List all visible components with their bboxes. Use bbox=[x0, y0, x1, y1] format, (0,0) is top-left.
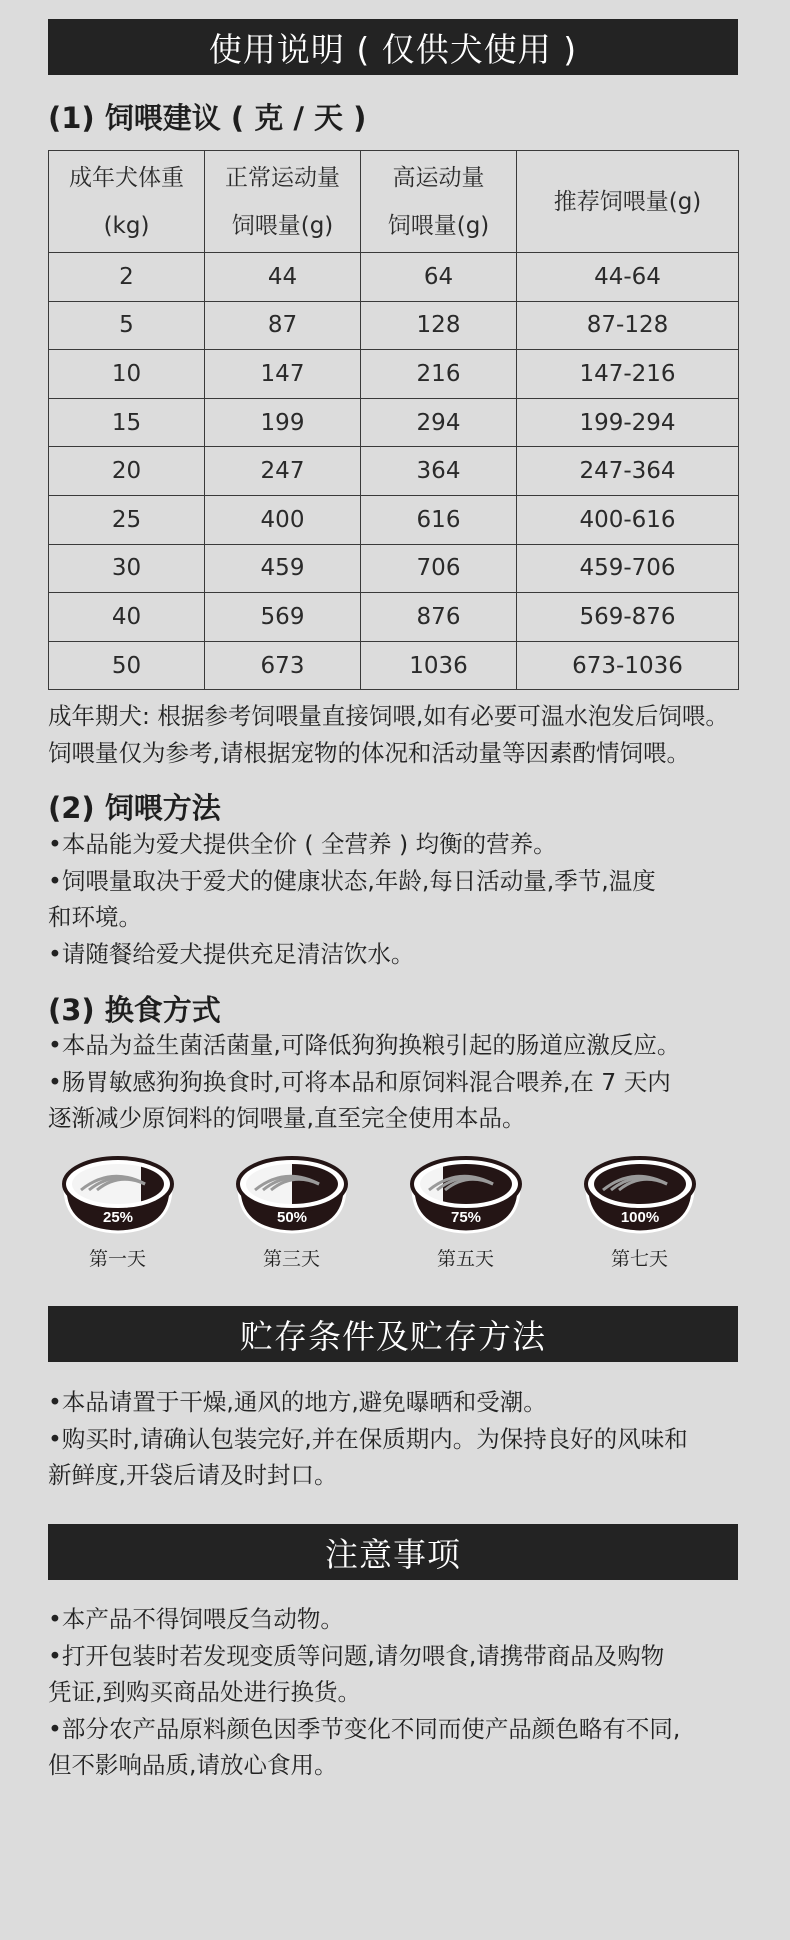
table-cell: 199-294 bbox=[517, 398, 739, 447]
table-cell: 44 bbox=[205, 253, 361, 302]
notice-banner-title: 注意事项 bbox=[325, 1534, 461, 1574]
usage-banner-title: 使用说明 ( 仅供犬使用 ) bbox=[208, 29, 578, 69]
table-note-line: 成年期犬: 根据参考饲喂量直接饲喂,如有必要可温水泡发后饲喂。 bbox=[48, 702, 729, 730]
storage-banner bbox=[48, 1306, 738, 1362]
table-row bbox=[49, 447, 739, 496]
table-cell: 199 bbox=[205, 398, 361, 447]
table-row bbox=[49, 641, 739, 690]
table-cell: 400 bbox=[205, 495, 361, 544]
table-header-row bbox=[49, 151, 739, 253]
notice-list bbox=[48, 1601, 753, 1784]
list-item: 但不影响品质,请放心食用。 bbox=[48, 1751, 338, 1779]
header-high-line1: 高运动量 bbox=[392, 164, 485, 191]
table-row bbox=[49, 350, 739, 399]
table-row bbox=[49, 495, 739, 544]
table-cell: 247 bbox=[205, 447, 361, 496]
table-row bbox=[49, 253, 739, 302]
usage-banner bbox=[48, 19, 738, 75]
list-item: •饲喂量取决于爱犬的健康状态,年龄,每日活动量,季节,温度 bbox=[48, 866, 656, 895]
feeding-table bbox=[48, 150, 739, 690]
table-cell: 459-706 bbox=[517, 544, 739, 593]
table-cell: 876 bbox=[361, 593, 517, 642]
table-cell: 294 bbox=[361, 398, 517, 447]
switch-heading: (3) 换食方式 bbox=[48, 993, 221, 1027]
header-recommended-line1: 推荐饲喂量(g) bbox=[553, 188, 702, 215]
table-cell: 1036 bbox=[361, 641, 517, 690]
table-cell: 569 bbox=[205, 593, 361, 642]
table-cell: 50 bbox=[49, 641, 205, 690]
table-cell: 44-64 bbox=[517, 253, 739, 302]
table-cell: 247-364 bbox=[517, 447, 739, 496]
bowl-percent-label: 100% bbox=[620, 1209, 659, 1226]
feeding-heading: (1) 饲喂建议 ( 克 / 天 ) bbox=[48, 101, 367, 135]
header-high-line2: 饲喂量(g) bbox=[387, 212, 490, 239]
food-bowl-icon bbox=[407, 1150, 525, 1236]
table-row bbox=[49, 593, 739, 642]
header-normal-line1: 正常运动量 bbox=[225, 164, 340, 191]
bowl-percent-label: 50% bbox=[276, 1209, 307, 1226]
header-weight-line2: (kg) bbox=[103, 212, 150, 239]
table-cell: 30 bbox=[49, 544, 205, 593]
table-note-line: 饲喂量仅为参考,请根据宠物的体况和活动量等因素酌情饲喂。 bbox=[48, 738, 690, 767]
list-item: 新鲜度,开袋后请及时封口。 bbox=[48, 1461, 338, 1489]
list-item: 和环境。 bbox=[48, 903, 142, 931]
header-normal-line2: 饲喂量(g) bbox=[231, 212, 334, 239]
table-cell: 25 bbox=[49, 495, 205, 544]
table-cell: 5 bbox=[49, 301, 205, 350]
table-cell: 364 bbox=[361, 447, 517, 496]
list-item: •购买时,请确认包装完好,并在保质期内。为保持良好的风味和 bbox=[48, 1424, 688, 1453]
storage-list bbox=[48, 1384, 753, 1494]
list-item: •请随餐给爱犬提供充足清洁饮水。 bbox=[48, 939, 415, 968]
food-bowl-icon bbox=[59, 1150, 177, 1236]
table-cell: 87 bbox=[205, 301, 361, 350]
transition-bowls bbox=[55, 1150, 725, 1280]
table-cell: 2 bbox=[49, 253, 205, 302]
table-cell: 10 bbox=[49, 350, 205, 399]
bowl-day-label: 第一天 bbox=[88, 1248, 146, 1270]
bowl-percent-label: 75% bbox=[450, 1209, 481, 1226]
notice-banner bbox=[48, 1524, 738, 1580]
table-note bbox=[48, 698, 753, 771]
bowl-day-label: 第七天 bbox=[610, 1248, 668, 1270]
table-cell: 64 bbox=[361, 253, 517, 302]
table-row bbox=[49, 398, 739, 447]
method-list bbox=[48, 826, 753, 972]
storage-banner-title: 贮存条件及贮存方法 bbox=[240, 1316, 546, 1356]
table-body bbox=[49, 253, 739, 690]
list-item: •本品为益生菌活菌量,可降低狗狗换粮引起的肠道应激反应。 bbox=[48, 1031, 681, 1059]
table-row bbox=[49, 301, 739, 350]
list-item: •本品能为爱犬提供全价 ( 全营养 ) 均衡的营养。 bbox=[48, 830, 557, 858]
table-cell: 673 bbox=[205, 641, 361, 690]
table-cell: 569-876 bbox=[517, 593, 739, 642]
list-item: •打开包装时若发现变质等问题,请勿喂食,请携带商品及购物 bbox=[48, 1641, 665, 1670]
food-bowl-icon bbox=[233, 1150, 351, 1236]
list-item: •本品请置于干燥,通风的地方,避免曝晒和受潮。 bbox=[48, 1388, 547, 1416]
bowl-item bbox=[403, 1150, 528, 1271]
table-cell: 673-1036 bbox=[517, 641, 739, 690]
table-cell: 15 bbox=[49, 398, 205, 447]
table-cell: 400-616 bbox=[517, 495, 739, 544]
bowl-day-label: 第三天 bbox=[262, 1248, 320, 1270]
bowl-item bbox=[577, 1150, 702, 1271]
list-item: 逐渐减少原饲料的饲喂量,直至完全使用本品。 bbox=[48, 1104, 526, 1132]
table-cell: 706 bbox=[361, 544, 517, 593]
table-cell: 128 bbox=[361, 301, 517, 350]
list-item: •肠胃敏感狗狗换食时,可将本品和原饲料混合喂养,在 7 天内 bbox=[48, 1067, 671, 1096]
header-recommended bbox=[517, 151, 739, 253]
table-row bbox=[49, 544, 739, 593]
table-cell: 147-216 bbox=[517, 350, 739, 399]
list-item: •部分农产品原料颜色因季节变化不同而使产品颜色略有不同, bbox=[48, 1714, 681, 1743]
table-cell: 20 bbox=[49, 447, 205, 496]
bowl-item bbox=[229, 1150, 354, 1271]
header-high bbox=[361, 151, 517, 253]
table-cell: 616 bbox=[361, 495, 517, 544]
switch-list bbox=[48, 1027, 753, 1137]
list-item: •本产品不得饲喂反刍动物。 bbox=[48, 1605, 344, 1633]
method-heading: (2) 饲喂方法 bbox=[48, 791, 221, 825]
bowl-day-label: 第五天 bbox=[436, 1248, 494, 1270]
bowl-percent-label: 25% bbox=[102, 1209, 133, 1226]
header-normal bbox=[205, 151, 361, 253]
bowl-item bbox=[55, 1150, 180, 1271]
table-cell: 216 bbox=[361, 350, 517, 399]
header-weight bbox=[49, 151, 205, 253]
food-bowl-icon bbox=[581, 1150, 699, 1236]
table-cell: 459 bbox=[205, 544, 361, 593]
table-cell: 147 bbox=[205, 350, 361, 399]
table-cell: 40 bbox=[49, 593, 205, 642]
table-cell: 87-128 bbox=[517, 301, 739, 350]
list-item: 凭证,到购买商品处进行换货。 bbox=[48, 1678, 361, 1706]
header-weight-line1: 成年犬体重 bbox=[69, 164, 184, 191]
